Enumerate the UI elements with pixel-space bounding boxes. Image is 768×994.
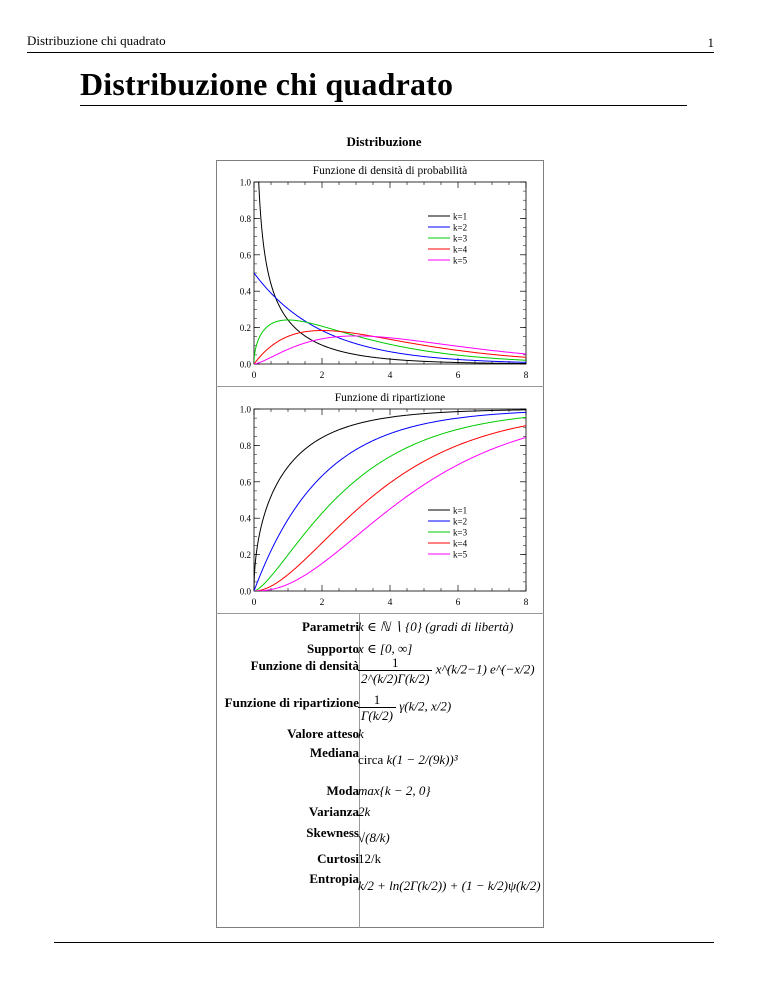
row-parametri	[216, 614, 544, 638]
param-note: (gradi di libertà)	[425, 619, 514, 634]
series-line-k=1	[254, 410, 526, 591]
skewness-formula: √(8/k)	[358, 830, 390, 845]
kurtosis-formula: 12/k	[358, 851, 382, 866]
header-rule	[27, 52, 714, 53]
y-tick-label: 1.0	[239, 404, 251, 415]
pdf-chart	[216, 160, 544, 386]
row-label: Curtosi	[317, 851, 359, 866]
legend-label: k=4	[453, 244, 468, 255]
y-tick-label: 0.2	[239, 323, 251, 334]
row-entropia	[216, 868, 544, 908]
row-label: Funzione di densità	[250, 658, 359, 673]
series-line-k=3	[254, 417, 526, 591]
y-tick-label: 0.2	[239, 550, 251, 561]
pdf-formula	[358, 655, 535, 686]
cdf-factor: γ(k/2, x/2)	[399, 698, 452, 714]
x-tick-label: 4	[387, 371, 393, 381]
x-tick-label: 0	[251, 598, 257, 608]
cdf-numerator: 1	[358, 692, 396, 708]
y-tick-label: 0.4	[239, 286, 251, 297]
x-tick-label: 8	[523, 598, 529, 608]
y-tick-label: 0.0	[239, 586, 251, 597]
row-label: Valore atteso	[287, 726, 359, 741]
series-line-k=3	[254, 320, 526, 364]
page-number: 1	[707, 35, 714, 50]
pdf-numerator: 1	[358, 655, 432, 671]
param-formula: k ∈ ℕ ∖ {0}	[358, 619, 422, 634]
row-label: Funzione di ripartizione	[224, 695, 359, 710]
pdf-factor: x^(k/2−1) e^(−x/2)	[435, 661, 535, 677]
chart-title: Funzione di densità di probabilità	[312, 165, 468, 177]
row-mediana	[216, 742, 544, 782]
row-value	[358, 619, 513, 635]
legend-label: k=2	[453, 516, 468, 527]
footer-rule	[54, 942, 714, 943]
x-tick-label: 2	[319, 598, 325, 608]
series-line-k=2	[254, 273, 526, 362]
y-tick-label: 0.8	[239, 213, 251, 224]
row-label: Moda	[326, 783, 359, 798]
y-tick-label: 0.0	[239, 359, 251, 370]
legend-label: k=3	[453, 233, 468, 244]
cdf-denominator: Γ(k/2)	[361, 708, 393, 723]
entropy-formula: k/2 + ln(2Γ(k/2)) + (1 − k/2)ψ(k/2)	[358, 878, 541, 893]
series-line-k=2	[254, 412, 526, 591]
plot-frame	[254, 182, 526, 364]
x-tick-label: 0	[251, 371, 257, 381]
y-tick-label: 1.0	[239, 177, 251, 188]
x-tick-label: 8	[523, 371, 529, 381]
series-line-k=5	[254, 437, 526, 591]
title-rule	[80, 105, 687, 106]
row-label: Supporto	[306, 641, 359, 656]
x-tick-label: 4	[387, 598, 393, 608]
infobox-caption: Distribuzione	[346, 134, 422, 149]
cdf-chart	[216, 387, 544, 613]
legend-label: k=1	[453, 211, 468, 222]
row-moda	[216, 780, 544, 802]
cdf-chart-cell	[216, 387, 544, 614]
row-label: Varianza	[308, 804, 359, 819]
y-tick-label: 0.8	[239, 440, 251, 451]
series-line-k=1	[254, 160, 526, 364]
median-formula	[358, 752, 458, 768]
legend-label: k=1	[453, 505, 468, 516]
row-curtosi	[216, 848, 544, 870]
x-tick-label: 6	[455, 598, 461, 608]
row-label: Skewness	[306, 825, 359, 840]
legend-label: k=5	[453, 255, 468, 266]
y-tick-label: 0.6	[239, 250, 251, 261]
row-varianza	[216, 801, 544, 823]
row-funzione-densita	[216, 655, 544, 695]
legend-label: k=2	[453, 222, 468, 233]
cdf-formula	[358, 692, 451, 723]
support-formula: x ∈ [0, ∞]	[358, 641, 413, 656]
median-prefix: circa	[358, 752, 384, 767]
legend-label: k=4	[453, 538, 468, 549]
plot-frame	[254, 409, 526, 591]
y-tick-label: 0.4	[239, 513, 251, 524]
row-label: Entropia	[309, 871, 359, 886]
variance-formula: 2k	[358, 804, 371, 819]
pdf-denominator: 2^(k/2)Γ(k/2)	[361, 671, 430, 686]
mean-formula: k	[358, 726, 364, 741]
page-title: Distribuzione chi quadrato	[80, 66, 454, 102]
pdf-chart-cell	[216, 160, 544, 387]
legend-label: k=3	[453, 527, 468, 538]
median-expression: k(1 − 2/(9k))³	[386, 752, 458, 767]
legend-label: k=5	[453, 549, 468, 560]
chart-title: Funzione di ripartizione	[334, 392, 446, 404]
y-tick-label: 0.6	[239, 477, 251, 488]
x-tick-label: 2	[319, 371, 325, 381]
row-label: Mediana	[309, 745, 359, 760]
mode-formula: max{k − 2, 0}	[358, 783, 431, 798]
row-label: Parametri	[301, 619, 359, 634]
x-tick-label: 6	[455, 371, 461, 381]
running-header-title: Distribuzione chi quadrato	[27, 33, 166, 48]
